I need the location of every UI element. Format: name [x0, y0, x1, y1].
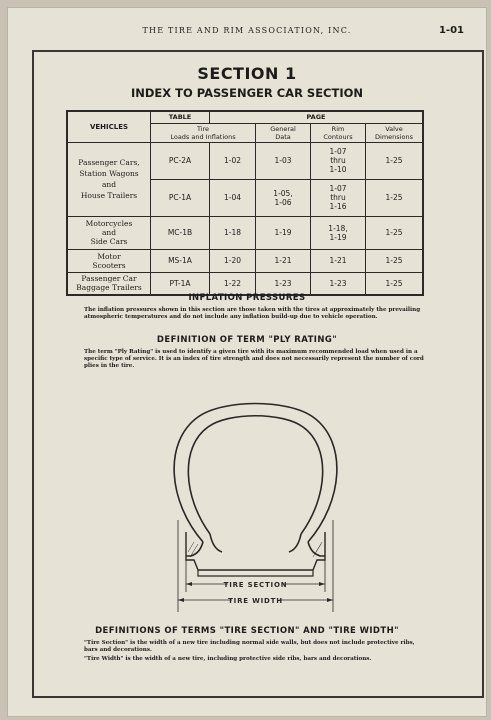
- right-bead: [308, 542, 325, 556]
- valve-page-cell: 1-25: [366, 142, 424, 179]
- rim-page-cell: 1-18, 1-19: [311, 216, 366, 249]
- page-number: 1-01: [438, 25, 464, 36]
- general-page-cell: 1-21: [256, 249, 311, 272]
- table-row: [67, 216, 423, 249]
- vehicle-cell: Passenger Car Baggage Trailers: [67, 272, 151, 295]
- tire-section-label: TIRE SECTION: [223, 581, 288, 589]
- vehicles-header: VEHICLES: [67, 111, 151, 142]
- table-row: [67, 142, 423, 179]
- document-page: [8, 8, 486, 716]
- vehicle-cell: Motorcycles and Side Cars: [67, 216, 151, 249]
- table-header: TABLE: [151, 111, 210, 123]
- inflation-heading: INFLATION PRESSURES: [188, 293, 306, 303]
- valve-page-cell: 1-25: [366, 249, 424, 272]
- tire-page-cell: 1-04: [210, 179, 256, 216]
- tire-outer-contour: [174, 404, 337, 543]
- table-code-cell: PC-2A: [151, 142, 210, 179]
- section-subtitle: INDEX TO PASSENGER CAR SECTION: [130, 86, 364, 100]
- tire-cross-section-diagram: [128, 402, 378, 614]
- definitions-heading: DEFINITIONS OF TERMS "TIRE SECTION" AND "TIRE WIDTH": [95, 626, 399, 636]
- tire-section-definition: "Tire Section" is the width of a new tire including normal side walls, but does not include protective ribs, bars and decorations.: [84, 640, 415, 653]
- general-page-cell: 1-05, 1-06: [256, 179, 311, 216]
- index-table: [66, 110, 424, 296]
- tire-loads-header: Tire Loads and Inflations: [151, 123, 256, 142]
- rim-page-cell: 1-07 thru 1-16: [311, 179, 366, 216]
- tire-page-cell: 1-02: [210, 142, 256, 179]
- general-page-cell: 1-03: [256, 142, 311, 179]
- valve-dimensions-header: Valve Dimensions: [366, 123, 424, 142]
- table-row: [67, 249, 423, 272]
- tire-page-cell: 1-18: [210, 216, 256, 249]
- table-code-cell: MC-1B: [151, 216, 210, 249]
- general-page-cell: 1-19: [256, 216, 311, 249]
- valve-page-cell: 1-25: [366, 216, 424, 249]
- general-data-header: General Data: [256, 123, 311, 142]
- rim-page-cell: 1-23: [311, 272, 366, 295]
- vehicle-cell: Passenger Cars, Station Wagons and House Trailers: [67, 142, 151, 216]
- page-header: PAGE: [210, 111, 424, 123]
- rim-contour: [186, 532, 325, 570]
- table-row: [67, 272, 423, 295]
- ply-rating-heading: DEFINITION OF TERM "PLY RATING": [156, 335, 338, 345]
- table-code-cell: PT-1A: [151, 272, 210, 295]
- valve-page-cell: 1-25: [366, 272, 424, 295]
- running-head: THE TIRE AND RIM ASSOCIATION, INC.: [142, 26, 352, 35]
- rim-page-cell: 1-07 thru 1-10: [311, 142, 366, 179]
- vehicle-cell: Motor Scooters: [67, 249, 151, 272]
- ply-rating-text: The term "Ply Rating" is used to identify a given tire with its maximum recommended load when used in a specific type of service. It is an index of tire strength and does not necessarily represent the number of cord plies in the tire.: [84, 349, 424, 369]
- tire-width-label: TIRE WIDTH: [228, 597, 283, 605]
- tire-width-definition: "Tire Width" is the width of a new tire, including protective side ribs, bars and decorations.: [84, 656, 372, 662]
- inflation-text: The inflation pressures shown in this section are those taken with the tires at approximately the prevailing atmospheric temperatures and do not include any inflation build-up due to vehicle operation.: [84, 307, 421, 320]
- rim-contours-header: Rim Contours: [311, 123, 366, 142]
- general-page-cell: 1-23: [256, 272, 311, 295]
- left-bead: [186, 542, 203, 556]
- tire-page-cell: 1-20: [210, 249, 256, 272]
- section-title: SECTION 1: [197, 64, 297, 83]
- table-code-cell: MS-1A: [151, 249, 210, 272]
- rim-page-cell: 1-21: [311, 249, 366, 272]
- tire-inner-contour: [188, 416, 322, 534]
- valve-page-cell: 1-25: [366, 179, 424, 216]
- tire-page-cell: 1-22: [210, 272, 256, 295]
- table-code-cell: PC-1A: [151, 179, 210, 216]
